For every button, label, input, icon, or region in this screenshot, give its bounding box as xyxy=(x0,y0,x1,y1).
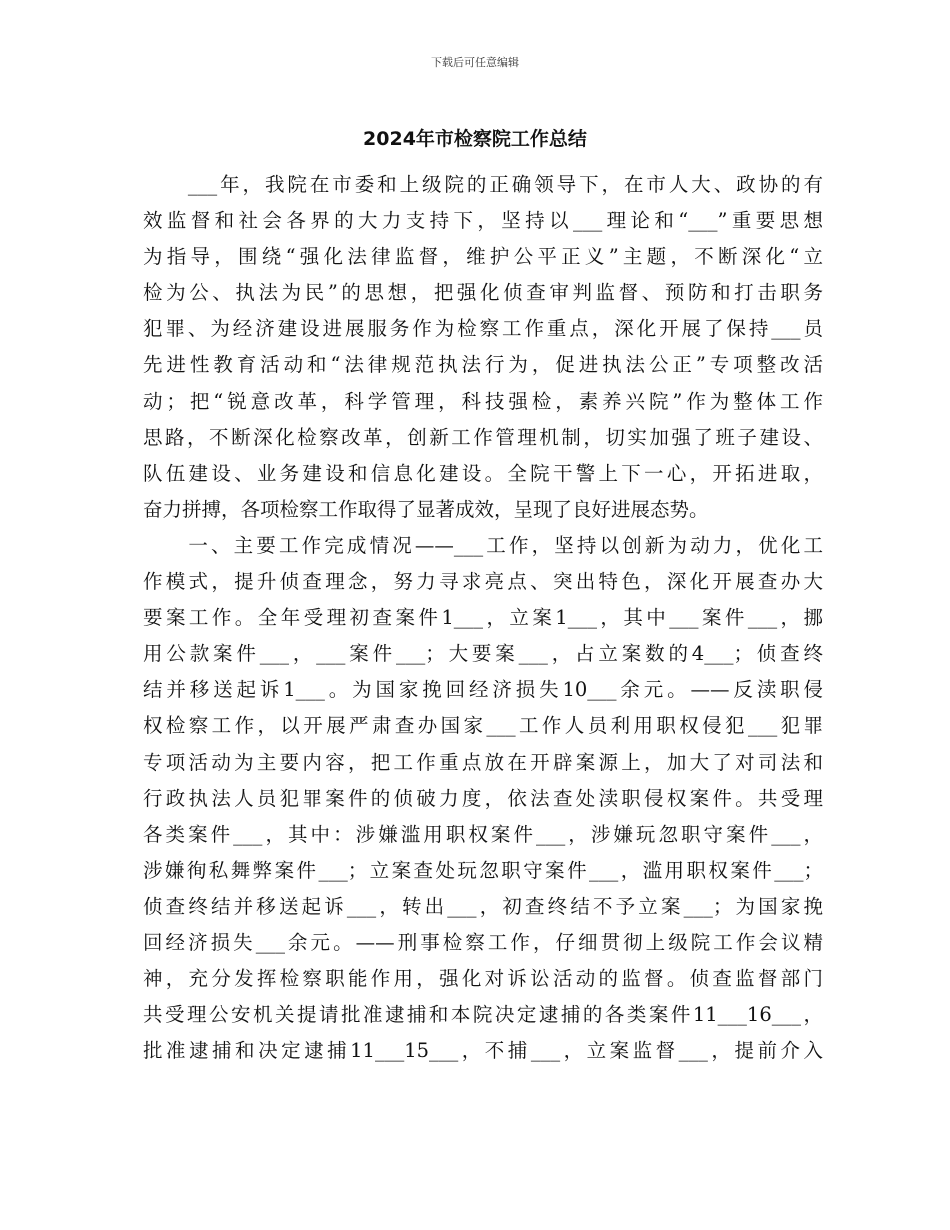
body-line: 专项活动为主要内容，把工作重点放在开辟案源上，加大了对司法和 xyxy=(143,750,823,774)
page-header-note: 下载后可任意编辑 xyxy=(431,56,519,69)
body-line: 动；把“锐意改革，科学管理，科技强检，素养兴院”作为整体工作 xyxy=(143,389,823,413)
document-body xyxy=(143,167,823,1069)
body-line: 犯罪、为经济建设进展服务作为检察工作重点，深化开展了保持___员 xyxy=(143,317,823,341)
body-line: 奋力拼搏，各项检察工作取得了显著成效，呈现了良好进展态势。 xyxy=(143,497,709,521)
body-line: 效监督和社会各界的大力支持下，坚持以___理论和“___”重要思想 xyxy=(143,209,823,233)
body-line: 作模式，提升侦查理念，努力寻求亮点、突出特色，深化开展查办大 xyxy=(143,570,823,594)
body-line: 要案工作。全年受理初查案件1___，立案1___，其中___案件___，挪 xyxy=(143,606,823,630)
body-line: 队伍建设、业务建设和信息化建设。全院干警上下一心，开拓进取， xyxy=(143,461,823,485)
body-line: 权检察工作，以开展严肃查办国家___工作人员利用职权侵犯___犯罪 xyxy=(143,714,823,738)
body-line: 结并移送起诉1___。为国家挽回经济损失10___余元。——反渎职侵 xyxy=(143,678,823,702)
body-line: 神，充分发挥检察职能作用，强化对诉讼活动的监督。侦查监督部门 xyxy=(143,967,823,991)
document-title: 2024年市检察院工作总结 xyxy=(363,128,587,150)
body-line: ___年，我院在市委和上级院的正确领导下，在市人大、政协的有 xyxy=(143,173,823,196)
body-line: 行政执法人员犯罪案件的侦破力度，依法查处渎职侵权案件。共受理 xyxy=(143,786,823,810)
body-line: 为指导，围绕“强化法律监督，维护公平正义”主题，不断深化“立 xyxy=(143,245,823,269)
body-line: 思路，不断深化检察改革，创新工作管理机制，切实加强了班子建设、 xyxy=(143,425,823,449)
body-line: 侦查终结并移送起诉___，转出___，初查终结不予立案___；为国家挽 xyxy=(143,894,823,918)
body-line: 涉嫌徇私舞弊案件___；立案查处玩忽职守案件___，滥用职权案件___； xyxy=(143,858,823,882)
body-line: 用公款案件___，___案件___；大要案___，占立案数的4___；侦查终 xyxy=(143,642,823,666)
body-line: 共受理公安机关提请批准逮捕和本院决定逮捕的各类案件11___16___， xyxy=(143,1003,823,1027)
body-line: 先进性教育活动和“法律规范执法行为，促进执法公正”专项整改活 xyxy=(143,353,823,377)
body-line: 一、主要工作完成情况——___工作，坚持以创新为动力，优化工 xyxy=(143,533,823,557)
body-line: 回经济损失___余元。——刑事检察工作，仔细贯彻上级院工作会议精 xyxy=(143,930,823,954)
body-line: 各类案件___，其中：涉嫌滥用职权案件___，涉嫌玩忽职守案件___， xyxy=(143,822,823,846)
body-line: 批准逮捕和决定逮捕11___15___，不捕___，立案监督___，提前介入 xyxy=(143,1039,823,1063)
body-line: 检为公、执法为民”的思想，把强化侦查审判监督、预防和打击职务 xyxy=(143,281,823,305)
